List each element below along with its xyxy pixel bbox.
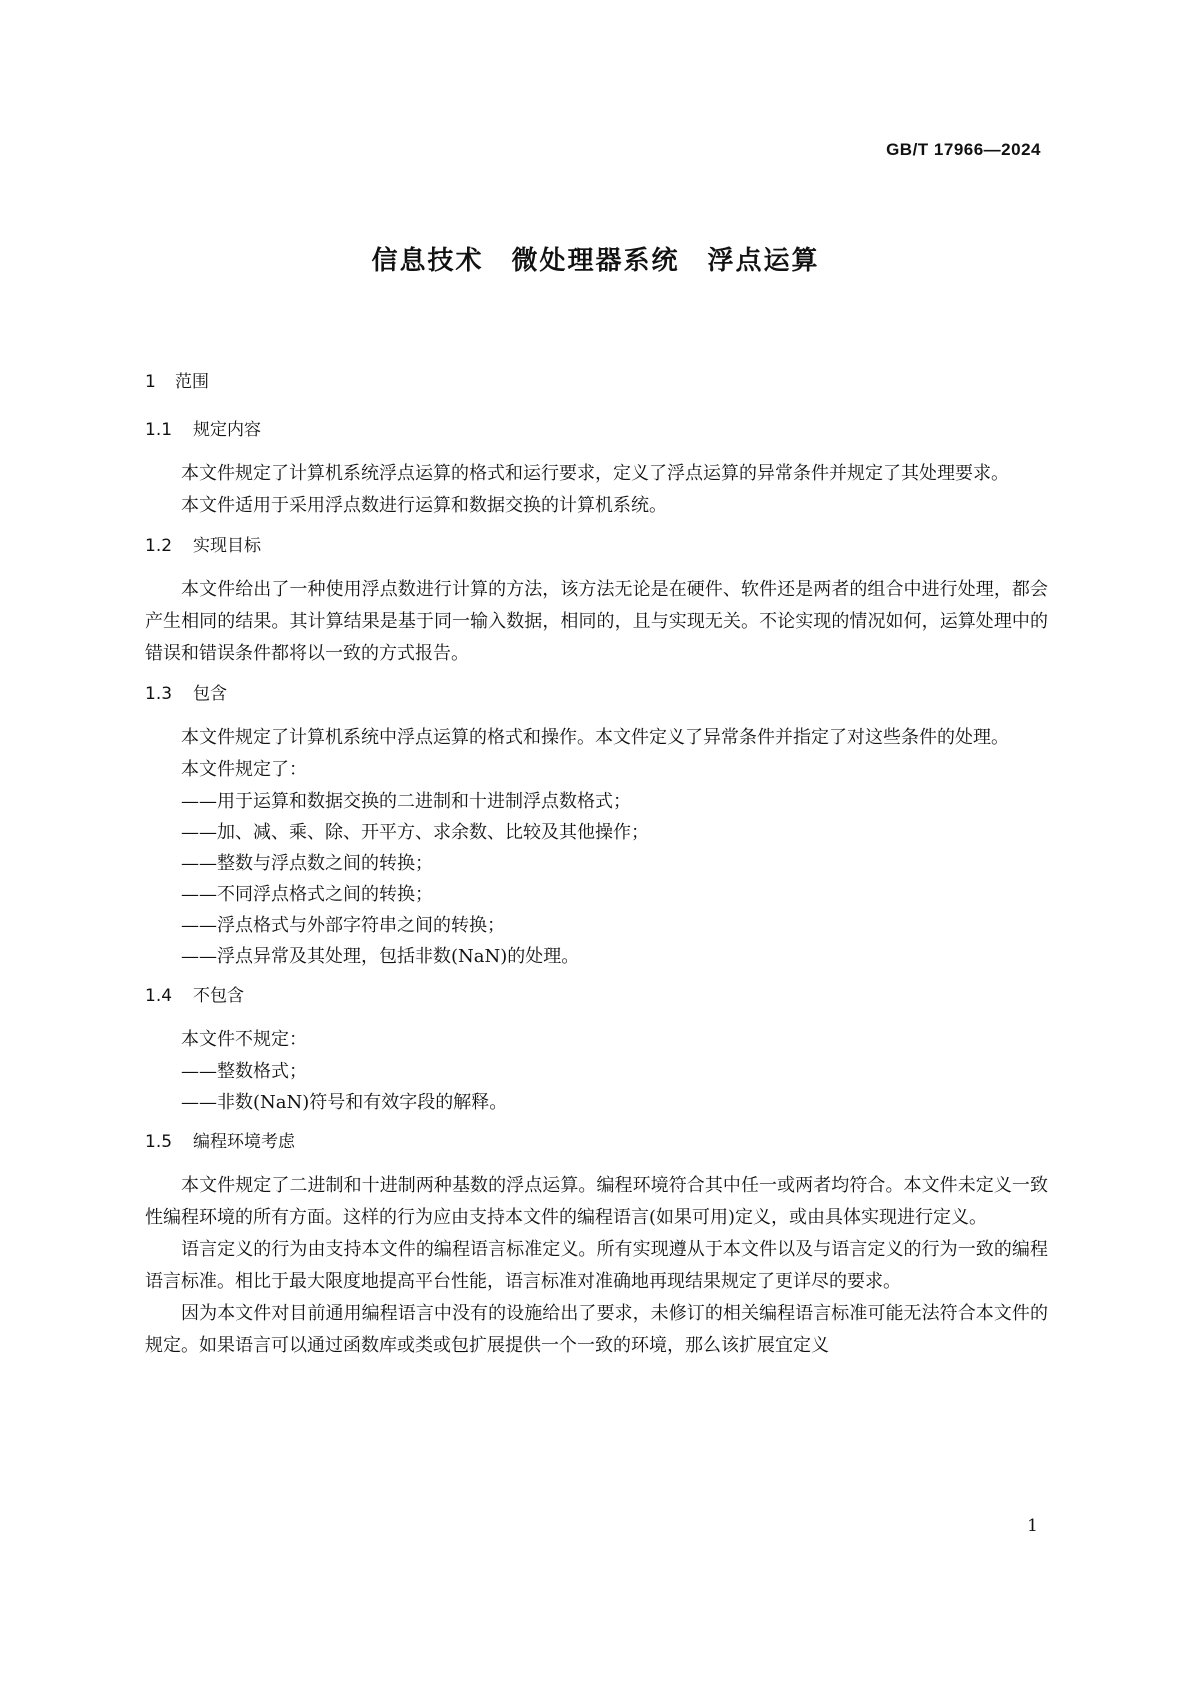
list-item: ——用于运算和数据交换的二进制和十进制浮点数格式； bbox=[181, 791, 631, 812]
clause-1-5-heading bbox=[145, 1128, 1048, 1156]
clause-1-heading bbox=[145, 368, 1048, 396]
title-part-1: 信息技术 bbox=[371, 246, 484, 276]
document-title bbox=[0, 240, 1191, 277]
title-part-2: 微处理器系统 bbox=[511, 246, 680, 276]
clause-title: 实现目标 bbox=[193, 536, 261, 556]
clause-number: 1.5 bbox=[145, 1132, 173, 1152]
list-item: ——非数(NaN)符号和有效字段的解释。 bbox=[181, 1092, 508, 1113]
list-item: ——加、减、乘、除、开平方、求余数、比较及其他操作； bbox=[181, 822, 649, 843]
list-item: ——不同浮点格式之间的转换； bbox=[181, 884, 433, 905]
paragraph: 本文件规定了计算机系统中浮点运算的格式和操作。本文件定义了异常条件并指定了对这些条件的处理。 bbox=[181, 727, 1009, 748]
clause-number: 1.2 bbox=[145, 536, 173, 556]
clause-number: 1.3 bbox=[145, 684, 173, 704]
list-item: ——整数格式； bbox=[181, 1061, 307, 1082]
paragraph: 本文件给出了一种使用浮点数进行计算的方法，该方法无论是在硬件、软件还是两者的组合中进行处理，都会产生相同的结果。其计算结果是基于同一输入数据，相同的，且与实现无关。不论实现的情况如何，运算处理中的错误和错误条件都将以一致的方式报告。 bbox=[145, 579, 1048, 664]
clause-title: 包含 bbox=[193, 684, 227, 704]
list-item: ——整数与浮点数之间的转换； bbox=[181, 853, 433, 874]
paragraph: 因为本文件对目前通用编程语言中没有的设施给出了要求，未修订的相关编程语言标准可能无法符合本文件的规定。如果语言可以通过函数库或类或包扩展提供一个一致的环境，那么该扩展宜定义 bbox=[145, 1303, 1048, 1356]
clause-number: 1 bbox=[145, 372, 156, 392]
list-item: ——浮点格式与外部字符串之间的转换； bbox=[181, 915, 505, 936]
title-part-3: 浮点运算 bbox=[707, 246, 820, 276]
clause-title: 范围 bbox=[175, 372, 209, 392]
paragraph: 本文件规定了： bbox=[181, 759, 307, 780]
clause-1-3-heading bbox=[145, 680, 1048, 708]
clause-title: 编程环境考虑 bbox=[193, 1132, 295, 1152]
clause-1-2-heading bbox=[145, 532, 1048, 560]
clause-1-1-heading bbox=[145, 416, 1048, 444]
paragraph: 本文件不规定： bbox=[181, 1029, 307, 1050]
document-body bbox=[145, 368, 1048, 1362]
paragraph: 本文件规定了二进制和十进制两种基数的浮点运算。编程环境符合其中任一或两者均符合。本文件未定义一致性编程环境的所有方面。这样的行为应由支持本文件的编程语言(如果可用)定义，或由具体实现进行定义。 bbox=[145, 1175, 1048, 1228]
clause-title: 规定内容 bbox=[193, 420, 261, 440]
standard-code: GB/T 17966—2024 bbox=[886, 140, 1041, 159]
paragraph: 本文件适用于采用浮点数进行运算和数据交换的计算机系统。 bbox=[181, 495, 667, 516]
clause-1-4-heading bbox=[145, 982, 1048, 1010]
clause-number: 1.4 bbox=[145, 986, 173, 1006]
paragraph: 本文件规定了计算机系统浮点运算的格式和运行要求，定义了浮点运算的异常条件并规定了其处理要求。 bbox=[181, 463, 1009, 484]
list-item: ——浮点异常及其处理，包括非数(NaN)的处理。 bbox=[181, 946, 580, 967]
page-number: 1 bbox=[1027, 1516, 1038, 1536]
clause-title: 不包含 bbox=[193, 986, 244, 1006]
paragraph: 语言定义的行为由支持本文件的编程语言标准定义。所有实现遵从于本文件以及与语言定义的行为一致的编程语言标准。相比于最大限度地提高平台性能，语言标准对准确地再现结果规定了更详尽的要求。 bbox=[145, 1239, 1048, 1292]
clause-number: 1.1 bbox=[145, 420, 173, 440]
